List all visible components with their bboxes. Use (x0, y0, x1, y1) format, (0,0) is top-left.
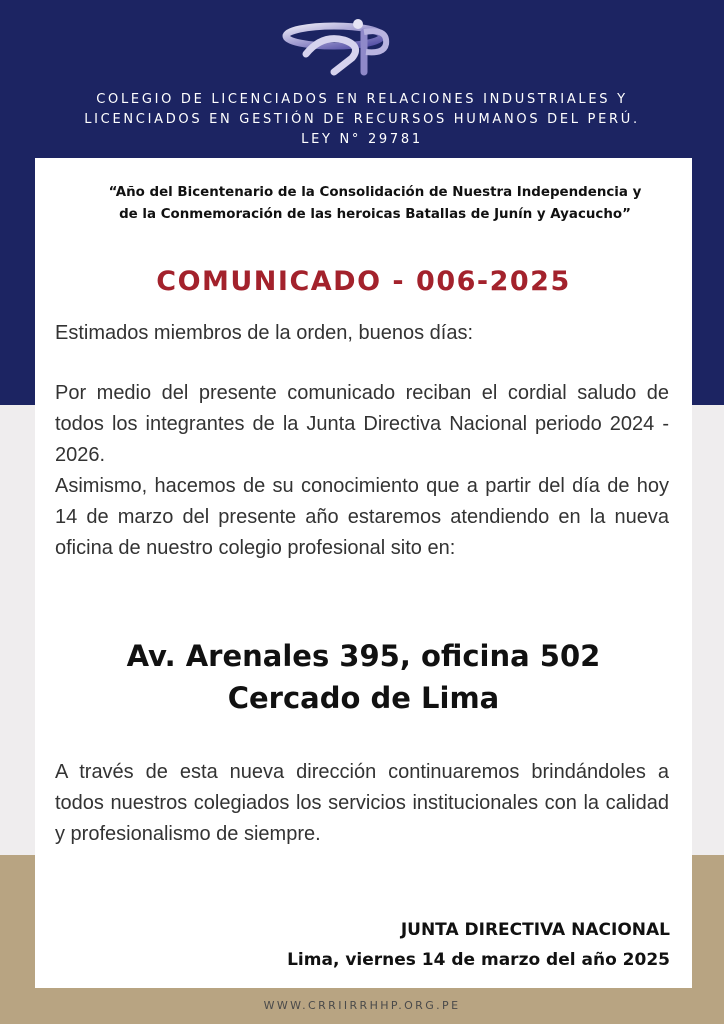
crrhp-logo-icon (282, 14, 398, 78)
address-line-2: Cercado de Lima (227, 681, 500, 715)
header-line-1: COLEGIO DE LICENCIADOS EN RELACIONES INDUSTRIALES Y (96, 92, 628, 107)
website-url: WWW.CRRIIRRHHP.ORG.PE (263, 999, 461, 1012)
signature-line-2: Lima, viernes 14 de marzo del año 2025 (287, 950, 670, 970)
paragraph-1: Por medio del presente comunicado reciban el cordial saludo de todos los integrantes de la Junta Directiva Nacional periodo 2024 - 2026. (55, 382, 669, 466)
motto-line-2: de la Conmemoración de las heroicas Batallas de Junín y Ayacucho” (119, 207, 631, 222)
communique-title: COMUNICADO - 006-2025 (156, 266, 571, 297)
paragraph-2: Asimismo, hacemos de su conocimiento que a partir del día de hoy 14 de marzo del presente año estaremos atendiendo en la nueva oficina de nuestro colegio profesional sito en: (55, 475, 669, 559)
address-line-1: Av. Arenales 395, oficina 502 (126, 639, 601, 673)
header-line-3: LEY N° 29781 (301, 132, 423, 147)
office-address (35, 635, 692, 719)
signature-block (287, 915, 670, 975)
greeting: Estimados miembros de la orden, buenos días: (55, 322, 473, 344)
body-paragraphs-1 (55, 378, 669, 564)
signature-line-1: JUNTA DIRECTIVA NACIONAL (400, 920, 670, 940)
paragraph-3: A través de esta nueva dirección continuaremos brindándoles a todos nuestros colegiados los servicios institucionales con la calidad y profesionalismo de siempre. (55, 761, 669, 845)
year-motto (85, 182, 665, 226)
institution-header (0, 90, 724, 150)
motto-line-1: “Año del Bicentenario de la Consolidación de Nuestra Independencia y (108, 185, 642, 200)
communique-card (35, 158, 692, 988)
header-line-2: LICENCIADOS EN GESTIÓN DE RECURSOS HUMANOS DEL PERÚ. (84, 112, 640, 127)
